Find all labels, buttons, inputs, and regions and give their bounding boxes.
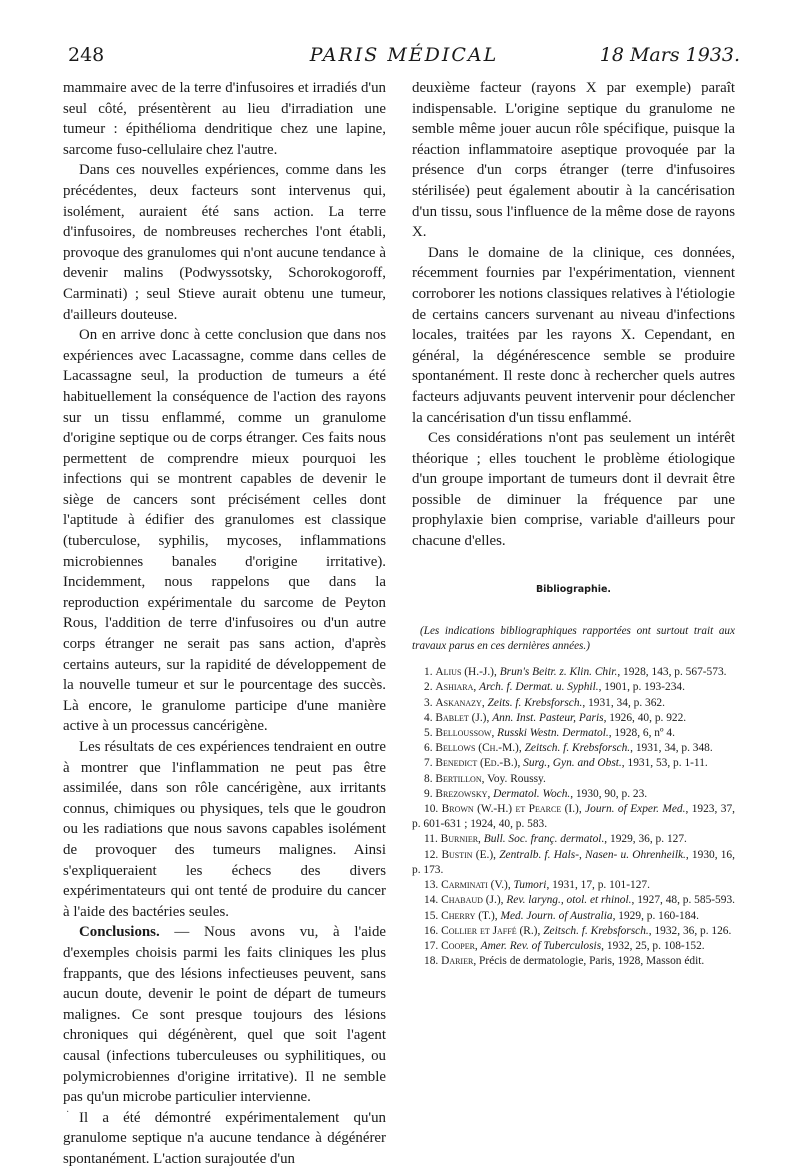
bibliography-note: (Les indications bibliographiques rapportées ont surtout trait aux travaux parus en ces dernières années.) (412, 625, 735, 652)
reference-number: 7. (424, 757, 436, 770)
paragraph: mammaire avec de la terre d'infusoires et irradiés d'un seul côté, présentèrent au lieu d'irradiation une tumeur : épithélioma dendritique chez une lapine, sarcome fuso-cellulaire chez l'autre. (63, 80, 386, 158)
reference-number: 3. (424, 696, 436, 709)
issue-date: 18 Mars 1933. (599, 44, 740, 66)
reference-author: Askanazy (435, 696, 482, 709)
bibliography-entry: 12. Bustin (E.), Zentralb. f. Hals-, Nasen- u. Ohrenheilk., 1930, 16, p. 173. (412, 848, 735, 876)
reference-number: 14. (424, 894, 442, 907)
reference-number: 6. (424, 742, 436, 755)
bibliography-entry: 5. Belloussow, Russki Westn. Dermatol., 1928, 6, nº 4. (424, 727, 675, 740)
page-header (68, 44, 740, 74)
bibliography-entry: 7. Benedict (Ed.-B.), Surg., Gyn. and Obst., 1931, 53, p. 1-11. (424, 757, 708, 770)
conclusions-heading: Conclusions. (79, 924, 160, 941)
reference-details: , Voy. Roussy. (481, 772, 546, 785)
reference-author: Bablet (J.) (435, 711, 487, 724)
reference-details: , 1932, 25, p. 108-152. (601, 939, 705, 952)
bibliography-entry: 14. Chabaud (J.), Rev. laryng., otol. et rhinol., 1927, 48, p. 585-593. (424, 894, 735, 907)
reference-author: Bustin (E.) (441, 848, 494, 861)
reference-number: 9. (424, 787, 436, 800)
reference-number: 10. (424, 803, 442, 816)
paragraph: Dans ces nouvelles expériences, comme dans les précédentes, deux facteurs sont intervenus qui, isolément, auraient été sans action. La terre d'infusoires, de nombreuses recherches l'ont établi, provoque des granulomes qui n'ont aucune tendance à devenir malins (Podwyssotsky, Schorokogoroff, Carminati) ; seul Stieve aurait obtenu une tumeur, d'ailleurs douteuse. (63, 162, 386, 323)
journal-title: PARIS MÉDICAL (309, 44, 499, 66)
paragraph: deuxième facteur (rayons X par exemple) paraît indispensable. L'origine septique du granulome ne semble même jouer aucun rôle spécifique, puisque la réaction inflammatoire aseptique provoquée par la présence d'un corps étranger (terre d'infusoires stérilisée) peut également aboutir à la cancérisation d'un tissu, sous l'influence de la même dose de rayons X. (412, 80, 735, 241)
bibliography-entry: 1. Alius (H.-J.), Brun's Beitr. z. Klin. Chir., 1928, 143, p. 567-573. (424, 666, 727, 679)
reference-number: 12. (424, 848, 442, 861)
reference-number: 11. (424, 833, 441, 846)
reference-details: , 1929, p. 160-184. (612, 909, 699, 922)
reference-journal: Journ. of Exper. Med. (585, 803, 686, 816)
page-mark: · (66, 1107, 70, 1118)
reference-details: , 1930, 90, p. 23. (570, 787, 648, 800)
reference-number: 2. (424, 681, 436, 694)
reference-details: , 1926, 40, p. 922. (603, 711, 687, 724)
reference-author: Ashiara (435, 681, 474, 694)
bibliography-entry: 9. Brezowsky, Dermatol. Woch., 1930, 90, p. 23. (424, 787, 648, 800)
reference-author: Brown (W.-H.) et Pearce (I.) (441, 803, 579, 816)
reference-author: Chabaud (J.) (441, 894, 501, 907)
reference-journal: Med. Journ. of Australia (500, 909, 613, 922)
paragraph: Dans le domaine de la clinique, ces données, récemment fournies par l'expérimentation, viennent corroborer les notions classiques relatives à l'étiologie de certains cancers survenant au niveau d'infections locales, traitées par les rayons X. Cependant, en général, la dégénérescence semble se produire spontanément. Il reste donc à rechercher quels autres facteurs adjuvants peuvent intervenir pour déclencher la cancérisation d'un tissu enflammé. (412, 244, 735, 426)
paragraph: On en arrive donc à cette conclusion que dans nos expériences avec Lacassagne, comme dans celles de Lacassagne seul, la production de tumeurs a été habituellement la conséquence de l'action des rayons sur un tissu enflammé, comme un granulome d'origine septique ou de corps étranger. Ces faits nous permettent de comprendre mieux pourquoi les infections qui se montrent capables de devenir le siège de cancers sont précisément celles dont l'aptitude à édifier des granulomes est classique (tuberculose, syphilis, mycoses, inflammations microbiennes banales d'origine irritative). Incidemment, nous rappelons que dans la reproduction expérimentale du sarcome de Peyton Rous, l'addition de terre d'infusoires ou d'un autre corps étranger ne serait pas sans action, d'après certains auteurs, sur la rapidité de développement de la nouvelle tumeur et sur le pourcentage des succès. Là encore, le granulome participe d'une manière active à un processus cancérigène. (63, 327, 386, 735)
paragraph: Ces considérations n'ont pas seulement un intérêt théorique ; elles touchent le problème étiologique d'un groupe important de tumeurs dont il devrait être possible de diminuer la fréquence par une prophylaxie bien comprise, variable d'ailleurs pour chacune d'elles. (412, 430, 735, 550)
reference-journal: Ann. Inst. Pasteur, Paris (492, 711, 604, 724)
reference-author: Burnier (440, 833, 479, 846)
reference-author: Belloussow (435, 727, 492, 740)
reference-details: , 1928, 6, nº 4. (608, 727, 675, 740)
reference-journal: Arch. f. Dermat. u. Syphil. (479, 681, 599, 694)
reference-details: , 1931, 17, p. 101-127. (546, 879, 650, 892)
reference-number: 5. (424, 727, 436, 740)
left-column (63, 78, 386, 1169)
reference-details: , 1923, 37, p. 601-631 ; 1924, 40, p. 583. (412, 803, 735, 831)
bibliography-heading: Bibliographie. (535, 583, 612, 595)
reference-journal: Zeitsch. f. Krebsforsch. (543, 924, 649, 937)
bibliography-entry: 4. Bablet (J.), Ann. Inst. Pasteur, Paris, 1926, 40, p. 922. (424, 711, 687, 724)
reference-number: 18. (424, 955, 442, 968)
bibliography-entry: 11. Burnier, Bull. Soc. franç. dermatol., 1929, 36, p. 127. (424, 833, 687, 846)
reference-author: Cherry (T.) (441, 909, 495, 922)
bibliography-entry: 10. Brown (W.-H.) et Pearce (I.), Journ. of Exper. Med., 1923, 37, p. 601-631 ; 1924, 40, p. 583. (412, 803, 735, 831)
reference-author: Cooper (441, 939, 475, 952)
reference-number: 13. (424, 879, 442, 892)
paragraph: Les résultats de ces expériences tendraient en outre à montrer que l'inflammation ne peut pas être assimilée, dans son rôle cancérigène, aux irritants connus, chimiques ou physiques, tels que le goudron ou les radiations que nous savons capables isolément de provoquer des tumeurs malignes. Ainsi s'expliqueraient les échecs des divers expérimentateurs qui ont tenté de produire du cancer à l'aide des bactéries seules. (63, 739, 386, 920)
reference-author: Brezowsky (435, 787, 488, 800)
reference-journal: Zeits. f. Krebsforsch. (487, 696, 583, 709)
conclusions-paragraph (63, 922, 386, 1107)
reference-details: , 1927, 48, p. 585-593. (631, 894, 735, 907)
reference-number: 4. (424, 711, 436, 724)
bibliography-entry: 17. Cooper, Amer. Rev. of Tuberculosis, 1932, 25, p. 108-152. (424, 939, 705, 952)
reference-author: Alius (H.-J.) (435, 666, 494, 679)
reference-details: , 1931, 34, p. 348. (630, 742, 713, 755)
reference-journal: Rev. laryng., otol. et rhinol. (506, 894, 632, 907)
reference-journal: Zentralb. f. Hals-, Nasen- u. Ohrenheilk. (499, 848, 686, 861)
reference-author: Bertillon (435, 772, 482, 785)
reference-details: , 1931, 53, p. 1-11. (621, 757, 708, 770)
page-number: 248 (68, 44, 105, 66)
reference-journal: Bull. Soc. franç. dermatol. (483, 833, 605, 846)
reference-number: 17. (424, 939, 442, 952)
reference-number: 15. (424, 909, 442, 922)
reference-journal: Amer. Rev. of Tuberculosis (480, 939, 602, 952)
conclusions-text: — Nous avons vu, à l'aide d'exemples choisis parmi les faits cliniques les plus frappants, que des lésions infectieuses peuvent, sans aucun doute, devenir le point de départ de tumeurs malignes. Ce sont presque toujours des lésions chroniques qui dégénèrent, quel que soit l'agent causal (infections tuberculeuses ou syphilitiques, ou polymicrobiennes d'origine irritative). Il ne semble pas qu'un microbe particulier intervienne. (63, 924, 386, 1106)
bibliography-entry (412, 772, 735, 787)
bibliography-entry: 15. Cherry (T.), Med. Journ. of Australia, 1929, p. 160-184. (424, 909, 699, 922)
bibliography-entry: 2. Ashiara, Arch. f. Dermat. u. Syphil., 1901, p. 193-234. (424, 681, 685, 694)
bibliography-list (412, 665, 735, 969)
bibliography-entry: 6. Bellows (Ch.-M.), Zeitsch. f. Krebsforsch., 1931, 34, p. 348. (424, 742, 713, 755)
paragraph: Il a été démontré expérimentalement qu'un granulome septique n'a aucune tendance à dégénérer spontanément. L'action surajoutée d'un (63, 1109, 386, 1167)
right-column (412, 78, 735, 969)
reference-details: , 1930, 16, p. 173. (412, 848, 735, 876)
reference-author: Benedict (Ed.-B.) (435, 757, 518, 770)
reference-author: Carminati (V.) (441, 879, 508, 892)
reference-number: 16. (424, 924, 442, 937)
reference-journal: Russki Westn. Dermatol. (497, 727, 609, 740)
reference-journal: Zeitsch. f. Krebsforsch. (524, 742, 631, 755)
bibliography-entry (412, 954, 735, 969)
reference-details: , 1929, 36, p. 127. (604, 833, 687, 846)
bibliography-entry: 3. Askanazy, Zeits. f. Krebsforsch., 1931, 34, p. 362. (424, 696, 665, 709)
reference-journal: Surg., Gyn. and Obst. (523, 757, 622, 770)
reference-journal: Tumori (513, 879, 547, 892)
reference-number: 1. (424, 666, 436, 679)
reference-details: , 1901, p. 193-234. (598, 681, 685, 694)
reference-details: , Précis de dermatologie, Paris, 1928, Masson édit. (473, 955, 705, 968)
reference-author: Darier (441, 955, 474, 968)
bibliography-entry: 13. Carminati (V.), Tumori, 1931, 17, p. 101-127. (424, 879, 650, 892)
reference-journal: Brun's Beitr. z. Klin. Chir. (499, 666, 618, 679)
reference-details: , 1928, 143, p. 567-573. (617, 666, 727, 679)
reference-author: Bellows (Ch.-M.) (435, 742, 519, 755)
reference-journal: Dermatol. Woch. (493, 787, 571, 800)
reference-number: 8. (424, 772, 436, 785)
reference-details: , 1931, 34, p. 362. (582, 696, 665, 709)
reference-author: Collier et Jaffé (R.) (441, 924, 538, 937)
bibliography-entry: 16. Collier et Jaffé (R.), Zeitsch. f. Krebsforsch., 1932, 36, p. 126. (424, 924, 732, 937)
reference-details: , 1932, 36, p. 126. (648, 924, 732, 937)
